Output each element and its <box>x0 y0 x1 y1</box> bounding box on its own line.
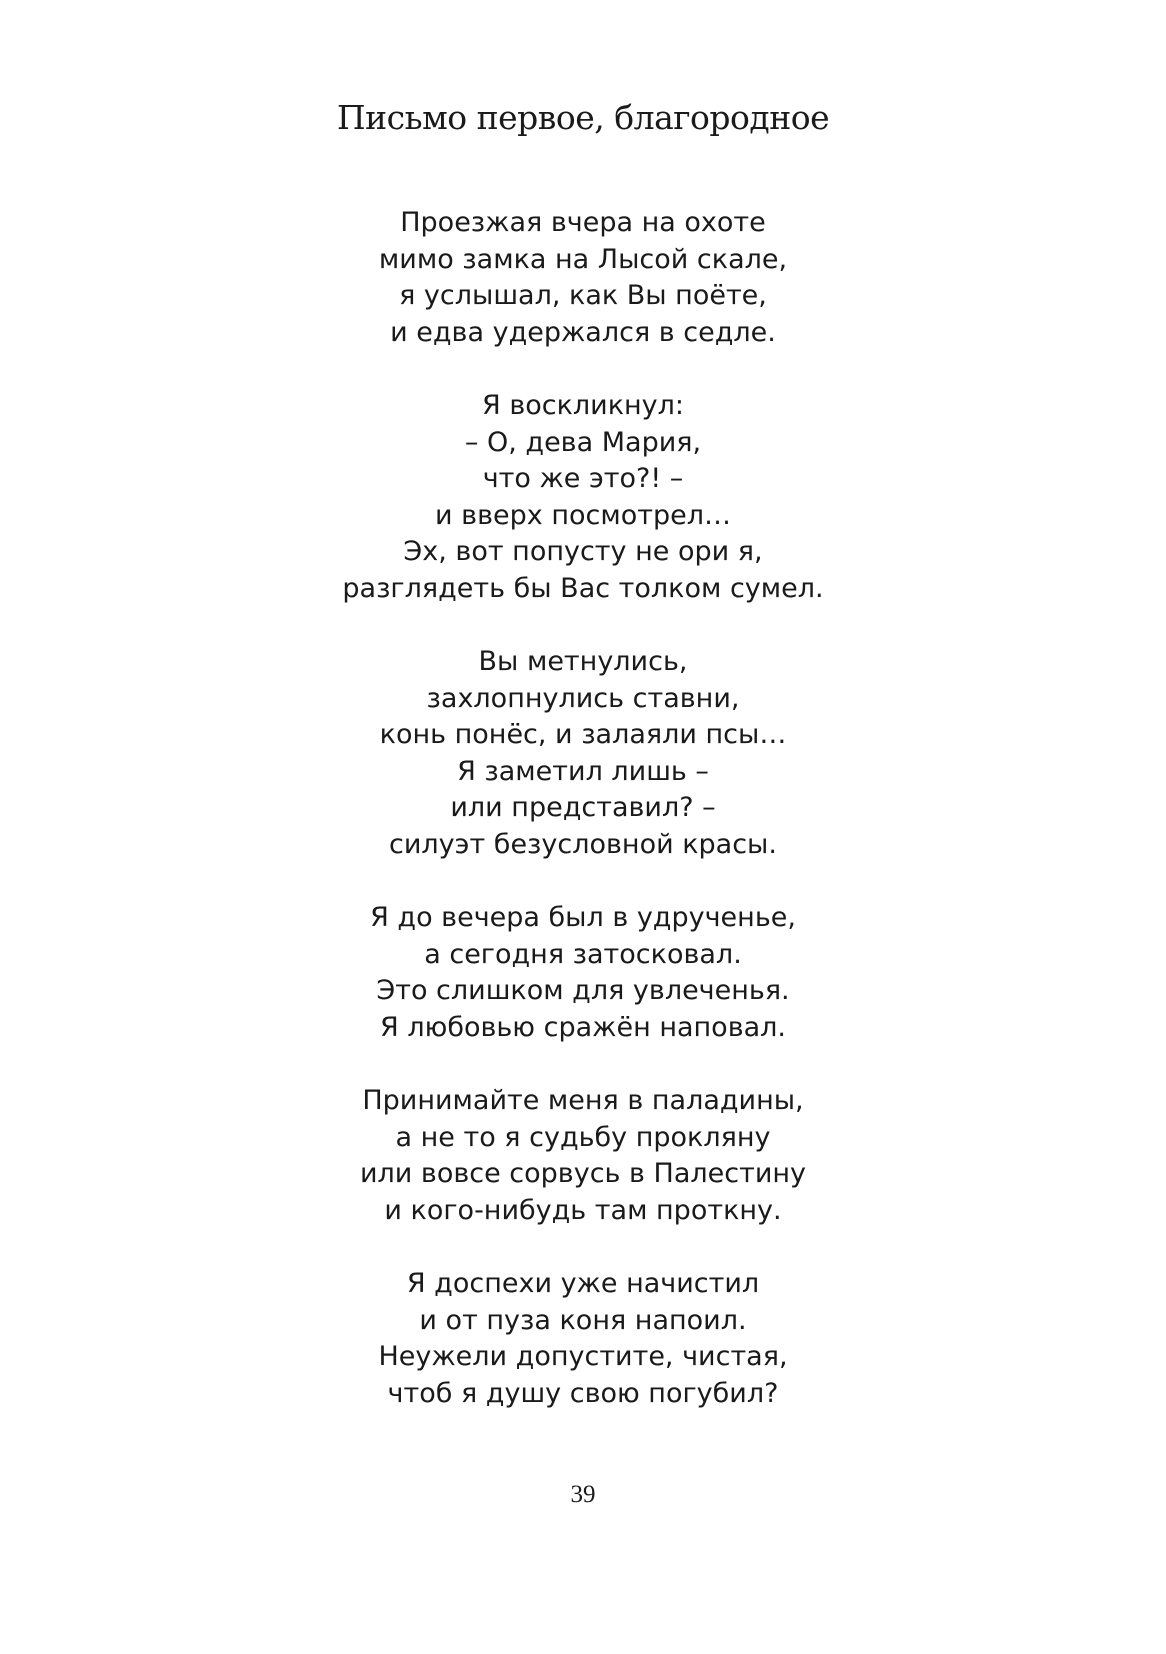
poem-line: или представил? – <box>450 792 716 823</box>
poem-line: Принимайте меня в паладины, <box>362 1085 804 1116</box>
poem-line: Я воскликнул: <box>481 390 685 421</box>
stanza <box>0 388 1166 607</box>
stanza <box>0 1266 1166 1412</box>
poem-line: Вы метнулись, <box>478 646 688 677</box>
poem-line: а сегодня затосковал. <box>424 938 742 970</box>
stanza <box>0 1083 1166 1229</box>
poem-line: или вовсе сорвусь в Палестину <box>359 1158 806 1189</box>
poem-line: мимо замка на Лысой скале, <box>378 243 788 275</box>
poem-body <box>0 205 1166 1449</box>
stanza <box>0 900 1166 1046</box>
poem-line: и едва удержался в седле. <box>390 316 776 348</box>
poem-line: чтоб я душу свою погубил? <box>387 1377 779 1409</box>
poem-line: силуэт безусловной красы. <box>389 828 777 860</box>
poem-line: и кого-нибудь там проткну. <box>384 1194 782 1226</box>
poem-line: и от пуза коня напоил. <box>419 1304 747 1336</box>
poem-line: Я до вечера был в удрученье, <box>370 902 796 933</box>
poem-line: а не то я судьбу прокляну <box>395 1121 771 1153</box>
poem-line: Эх, вот попусту не ори я, <box>403 536 763 567</box>
stanza <box>0 205 1166 351</box>
poem-title: Письмо первое, благородное <box>336 98 830 137</box>
page-number: 39 <box>570 1481 596 1508</box>
poem-line: Это слишком для увлеченья. <box>376 975 790 1006</box>
poem-line: – О, дева Мария, <box>464 426 702 458</box>
poem-line: Я доспехи уже начистил <box>406 1268 760 1299</box>
poem-line: конь понёс, и залаяли псы… <box>379 719 787 750</box>
poem-line: захлопнулись ставни, <box>426 682 740 714</box>
poem-line: Проезжая вчера на охоте <box>400 207 766 238</box>
poem-line: Я заметил лишь – <box>457 755 709 787</box>
poem-line: Я любовью сражён наповал. <box>379 1011 786 1043</box>
stanza <box>0 644 1166 863</box>
poem-line: и вверх посмотрел… <box>435 499 731 531</box>
poem-line: разглядеть бы Вас толком сумел. <box>342 572 824 604</box>
poem-line: что же это?! – <box>482 463 684 494</box>
poem-line: я услышал, как Вы поёте, <box>399 280 767 311</box>
poem-line: Неужели допустите, чистая, <box>378 1341 788 1372</box>
